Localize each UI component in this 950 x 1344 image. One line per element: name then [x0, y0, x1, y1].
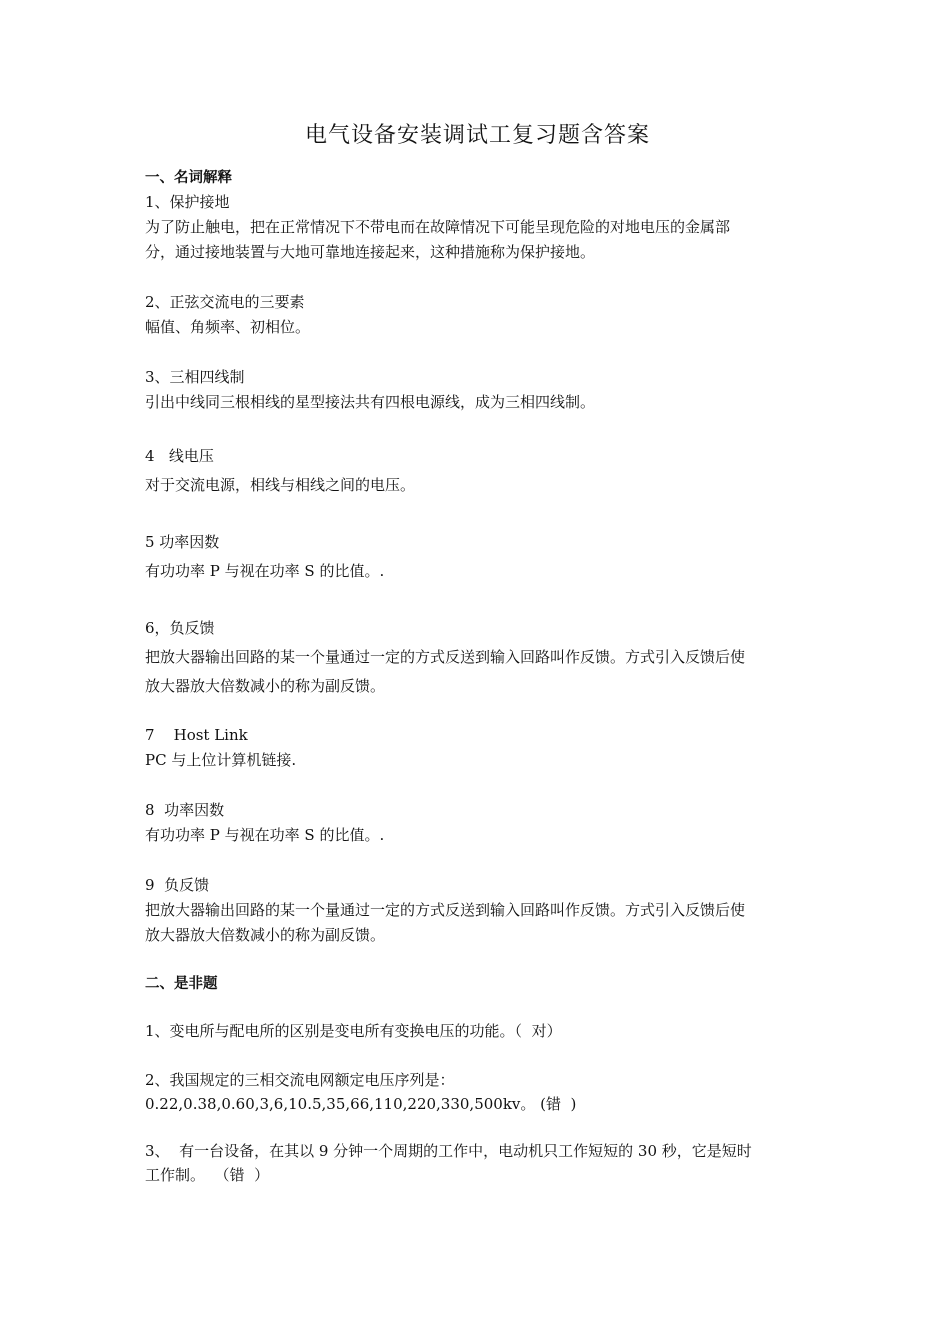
judgment-item: 2、我国规定的三相交流电网额定电压序列是： [145, 1071, 455, 1089]
term-definition: 放大器放大倍数减小的称为副反馈。 [145, 677, 386, 695]
term-definition: 把放大器输出回路的某一个量通过一定的方式反送到输入回路叫作反馈。方式引入反馈后使 [145, 901, 746, 919]
term-heading: 9 负反馈 [145, 876, 210, 894]
term-heading: 3、三相四线制 [145, 368, 245, 386]
term-definition: 把放大器输出回路的某一个量通过一定的方式反送到输入回路叫作反馈。方式引入反馈后使 [145, 648, 746, 666]
term-definition: 引出中线同三根相线的星型接法共有四根电源线，成为三相四线制。 [145, 393, 596, 411]
term-definition: 放大器放大倍数减小的称为副反馈。 [145, 926, 386, 944]
section-heading-judgments: 二、是非题 [145, 976, 218, 992]
judgment-item: 1、变电所与配电所的区别是变电所有变换电压的功能。（ 对） [145, 1022, 562, 1040]
judgment-item-continued: 工作制。 （错 ） [145, 1166, 270, 1184]
term-heading: 8 功率因数 [145, 801, 225, 819]
term-definition: 有功功率 P 与视在功率 S 的比值。. [145, 826, 385, 844]
term-definition: 分，通过接地装置与大地可靠地连接起来，这种措施称为保护接地。 [145, 243, 596, 261]
term-heading: 7 Host Link [145, 726, 248, 744]
term-heading: 5 功率因数 [145, 533, 220, 551]
term-heading: 2、正弦交流电的三要素 [145, 293, 305, 311]
term-definition: 幅值、角频率、初相位。 [145, 318, 311, 336]
judgment-item: 3、 有一台设备，在其以 9 分钟一个周期的工作中，电动机只工作短短的 30 秒，它是短时 [145, 1142, 752, 1160]
term-definition: 对于交流电源，相线与相线之间的电压。 [145, 476, 416, 494]
term-definition: 为了防止触电，把在正常情况下不带电而在故障情况下可能呈现危险的对地电压的金属部 [145, 218, 731, 236]
section-heading-terms: 一、名词解释 [145, 170, 232, 186]
term-definition: 有功功率 P 与视在功率 S 的比值。. [145, 562, 385, 580]
term-heading: 6，负反馈 [145, 619, 215, 637]
judgment-item-continued: 0.22,0.38,0.60,3,6,10.5,35,66,110,220,330,500kv。 (错 ) [145, 1095, 577, 1113]
term-heading: 4 线电压 [145, 447, 214, 465]
document-title: 电气设备安装调试工复习题含答案 [304, 123, 650, 148]
term-heading: 1、保护接地 [145, 193, 230, 211]
term-definition: PC 与上位计算机链接. [145, 751, 297, 769]
